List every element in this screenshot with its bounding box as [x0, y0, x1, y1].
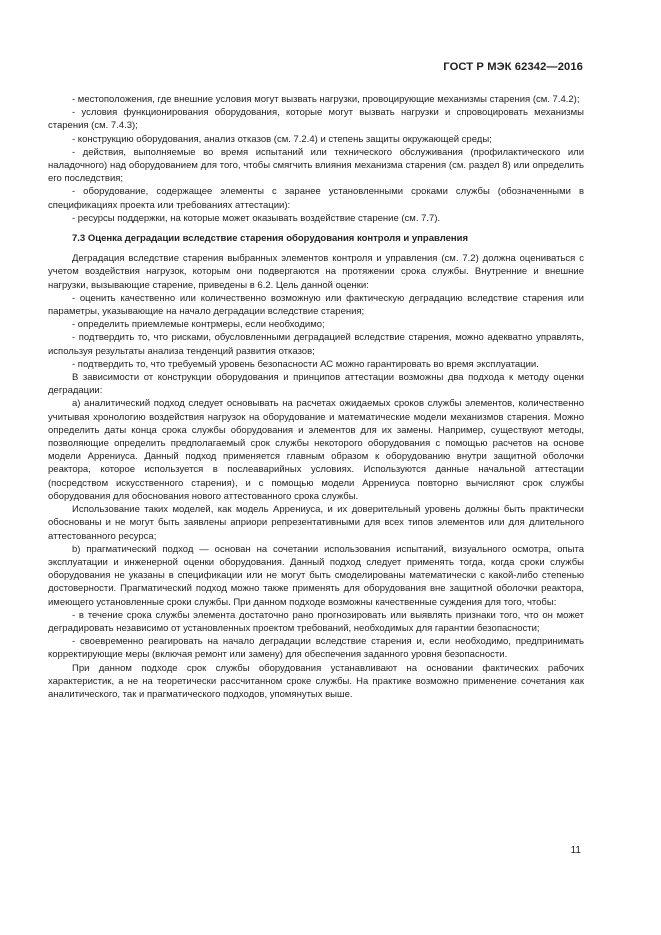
document-header: ГОСТ Р МЭК 62342—2016: [443, 61, 583, 73]
paragraph: - подтвердить то, что требуемый уровень безопасности АС можно гарантировать во время эксплуатации.: [72, 358, 539, 370]
paragraph: Деградация вследствие старения выбранных элементов контроля и управления (см. 7.2) должна оцениваться с учетом воздействия нагрузок, которым они подвергаются на протяжении срока службы. Внутренние и внешние нагрузки, вызывающие старение, приведены в 6.2. Цель данной оценки:: [48, 253, 584, 291]
paragraph: - оценить качественно или количественно возможную или фактическую деградацию вследствие старения или параметры, указывающие на начало деградации вследствие старения;: [48, 292, 584, 318]
paragraph: - конструкцию оборудования, анализ отказов (см. 7.2.4) и степень защиты окружающей среды;: [72, 133, 492, 145]
page-number: 11: [570, 845, 581, 856]
paragraph: - условия функционирования оборудования, которые могут вызвать нагрузки и спровоцировать механизмы старения (см. 7.4.3);: [48, 107, 584, 132]
section-heading: 7.3 Оценка деградации вследствие старения оборудования контроля и управления: [72, 233, 469, 245]
paragraph: a) аналитический подход следует основывать на расчетах ожидаемых сроков службы элементов, количественно учитывая хронологию воздействия нагрузок на оборудование и математические модели механизмов старения. Можно определить даты конца срока службы оборудования и элементов для их замены. Например, существуют методы, позволяющие определить предполагаемый срок службы некоторого оборудования с помощью расчетов на основе модели Аррениуса. Данный подход применяется главным образом к оборудованию внутри защитной оболочки реактора, которое используется в послеаварийных условиях. Используются данные начальной аттестации (посредством искусственного старения), и с помощью модели Аррениуса повторно вычисляют срок службы оборудования для обоснования нового аттестованного срока службы.: [48, 398, 584, 502]
paragraph: - определить приемлемые контрмеры, если необходимо;: [72, 319, 325, 331]
paragraph: Использование таких моделей, как модель Аррениуса, и их доверительный уровень должны быть практически обоснованы и не могут быть заявлены априори репрезентативными для всех типов элементов или для длительного аттестованного ресурса;: [48, 504, 584, 542]
paragraph: - в течение срока службы элемента достаточно рано прогнозировать или выявлять признаки того, что он может деградировать независимо от установленных проектом требований, необходимых для гарантии безопасности;: [48, 609, 584, 634]
paragraph: - местоположения, где внешние условия могут вызвать нагрузки, провоцирующие механизмы старения (см. 7.4.2);: [72, 94, 580, 105]
document-body: [48, 93, 584, 701]
paragraph: При данном подходе срок службы оборудования устанавливают на основании фактических рабочих характеристик, а не на теоретически рассчитанном сроке службы. На практике возможно применение сочетания как аналитического, так и прагматического подходов, упомянутых выше.: [48, 662, 584, 700]
paragraph: - ресурсы поддержки, на которые может оказывать воздействие старение (см. 7.7).: [72, 212, 441, 224]
paragraph: - действия, выполняемые во время испытаний или технического обслуживания (профилактического или наладочного) над оборудованием для того, чтобы смягчить влияния механизма старения (см. раздел 8) или определить его последствия;: [48, 146, 584, 185]
paragraph: - оборудование, содержащее элементы с заранее установленными сроками службы (обозначенными в спецификациях проекта или требованиях аттестации):: [48, 186, 584, 211]
paragraph: В зависимости от конструкции оборудования и принципов аттестации возможны два подхода к методу оценки деградации:: [48, 372, 584, 397]
paragraph: - подтвердить то, что рисками, обусловленными деградацией вследствие старения, можно адекватно управлять, используя результаты анализа тенденций развития отказов;: [48, 332, 584, 357]
paragraph: - своевременно реагировать на начало деградации вследствие старения и, если необходимо, предпринимать корректирующие меры (включая ремонт или замену) для обеспечения заданного уровня безопасности.: [48, 636, 584, 661]
paragraph: b) прагматический подход — основан на сочетании использования испытаний, визуального осмотра, опыта эксплуатации и инженерной оценки оборудования. Данный подход следует применять тогда, когда сроки службы оборудования не указаны в спецификации или не могут быть смоделированы математически с какой-либо степенью достоверности. Прагматический подход можно также применять для оборудования вне защитной оболочки реактора, имеющего установленные сроки службы. При данном подходе возможны качественные суждения для того, чтобы:: [48, 543, 584, 608]
